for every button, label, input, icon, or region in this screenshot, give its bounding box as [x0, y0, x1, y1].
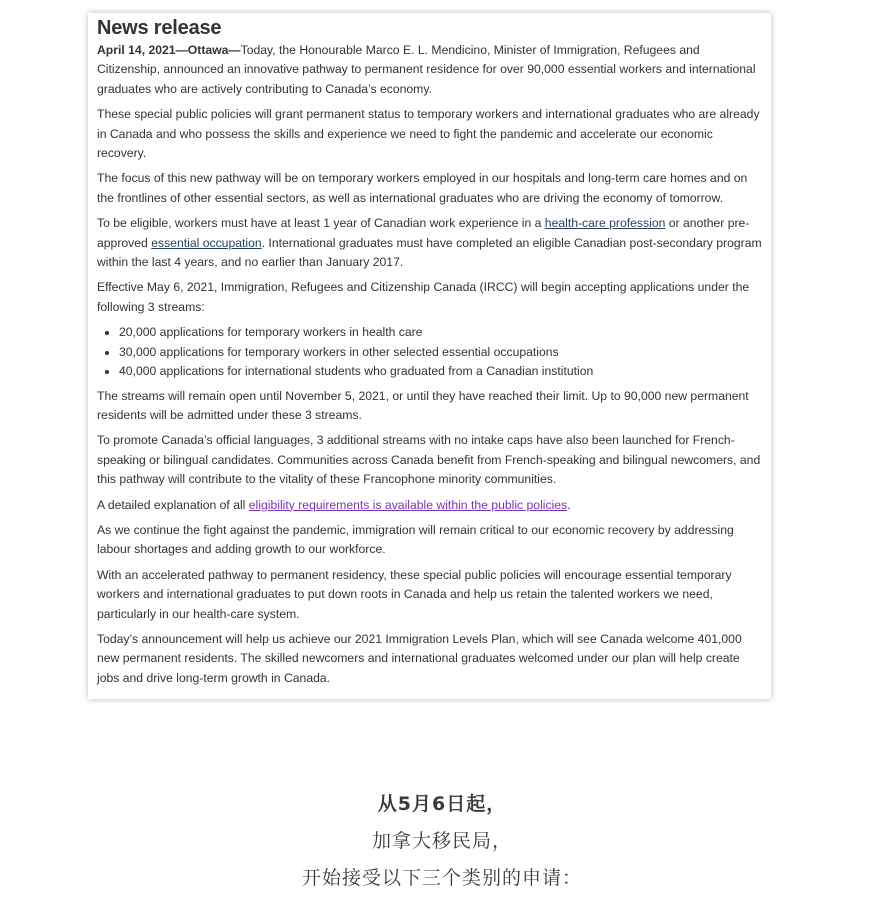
stream-item-health-care: • 20,000 applications for temporary workers in health care: [119, 323, 762, 342]
stream-item-international-students: • 40,000 applications for international students who graduated from a Canadian institution: [119, 362, 762, 381]
health-care-profession-link[interactable]: health-care profession: [544, 216, 666, 231]
paragraph-public-policies: These special public policies will grant permanent status to temporary workers and international graduates who are already in Canada and who possess the skills and experience we need to fight the pandemic and accelerate our economic recovery.: [97, 107, 760, 161]
essential-occupation-link[interactable]: essential occupation: [151, 235, 262, 250]
eligibility-text-2: or another pre-approved: [97, 216, 750, 250]
eligibility-requirements-link[interactable]: eligibility requirements is available within the public policies: [248, 497, 568, 512]
detailed-text-1: A detailed explanation of all: [97, 497, 249, 512]
eligibility-text-3: . International graduates must have completed an eligible Canadian post-secondary program within the last 4 years, and no earlier than January 2017.: [97, 235, 762, 270]
intro-text: Today, the Honourable Marco E. L. Mendicino, Minister of Immigration, Refugees and Citizenship, announced an innovative pathway to permanent residence for over 90,000 essential workers and international graduates who are actively contributing to Canada’s economy.: [97, 43, 756, 96]
detailed-text-2: .: [567, 497, 571, 512]
paragraph-official-languages: To promote Canada’s official languages, 3 additional streams with no intake caps have also been launched for French-speaking or bilingual candidates. Communities across Canada benefit from French-speaking and bilingual newcomers, and this pathway will contribute to the vitality of these Francophone minority communities.: [97, 433, 761, 487]
caption-line-3: 开始接受以下三个类别的申请：: [301, 867, 582, 889]
news-release-screenshot: [88, 13, 771, 699]
paragraph-streams-open: The streams will remain open until November 5, 2021, or until they have reached their limit. Up to 90,000 new permanent residents will be admitted under these 3 streams.: [97, 388, 749, 422]
caption-line-1: 从5月6日起，: [377, 793, 507, 815]
paragraph-streams-intro: Effective May 6, 2021, Immigration, Refugees and Citizenship Canada (IRCC) will begin accepting applications under the following 3 streams:: [97, 280, 750, 314]
paragraph-pandemic: As we continue the fight against the pandemic, immigration will remain critical to our economic recovery by addressing labour shortages and adding growth to our workforce.: [97, 522, 734, 557]
paragraph-detailed-explanation: [97, 496, 762, 515]
dateline: April 14, 2021—Ottawa—: [97, 43, 241, 57]
paragraph-accelerated-pathway: With an accelerated pathway to permanent residency, these special public policies will encourage essential temporary workers and international graduates to put down roots in Canada and help us retain the talented workers we need, particularly in our health-care system.: [97, 567, 732, 621]
paragraph-eligibility: [97, 214, 762, 272]
caption-line-2: 加拿大移民局，: [371, 830, 512, 852]
news-release-title: News release: [97, 17, 222, 39]
stream-item-essential-occupations: • 30,000 applications for temporary workers in other selected essential occupations: [119, 343, 762, 362]
streams-list: [97, 323, 762, 381]
paragraph-focus: The focus of this new pathway will be on temporary workers employed in our hospitals and long-term care homes and on the frontlines of other essential sectors, as well as international graduates who are driving the economy of tomorrow.: [97, 171, 748, 205]
paragraph-levels-plan: Today’s announcement will help us achieve our 2021 Immigration Levels Plan, which will see Canada welcome 401,000 new permanent residents. The skilled newcomers and international graduates welcomed under our plan will help create jobs and drive long-term growth in Canada.: [97, 631, 742, 685]
paragraph-intro: [97, 41, 762, 99]
eligibility-text-1: To be eligible, workers must have at least 1 year of Canadian work experience in a: [97, 216, 545, 231]
